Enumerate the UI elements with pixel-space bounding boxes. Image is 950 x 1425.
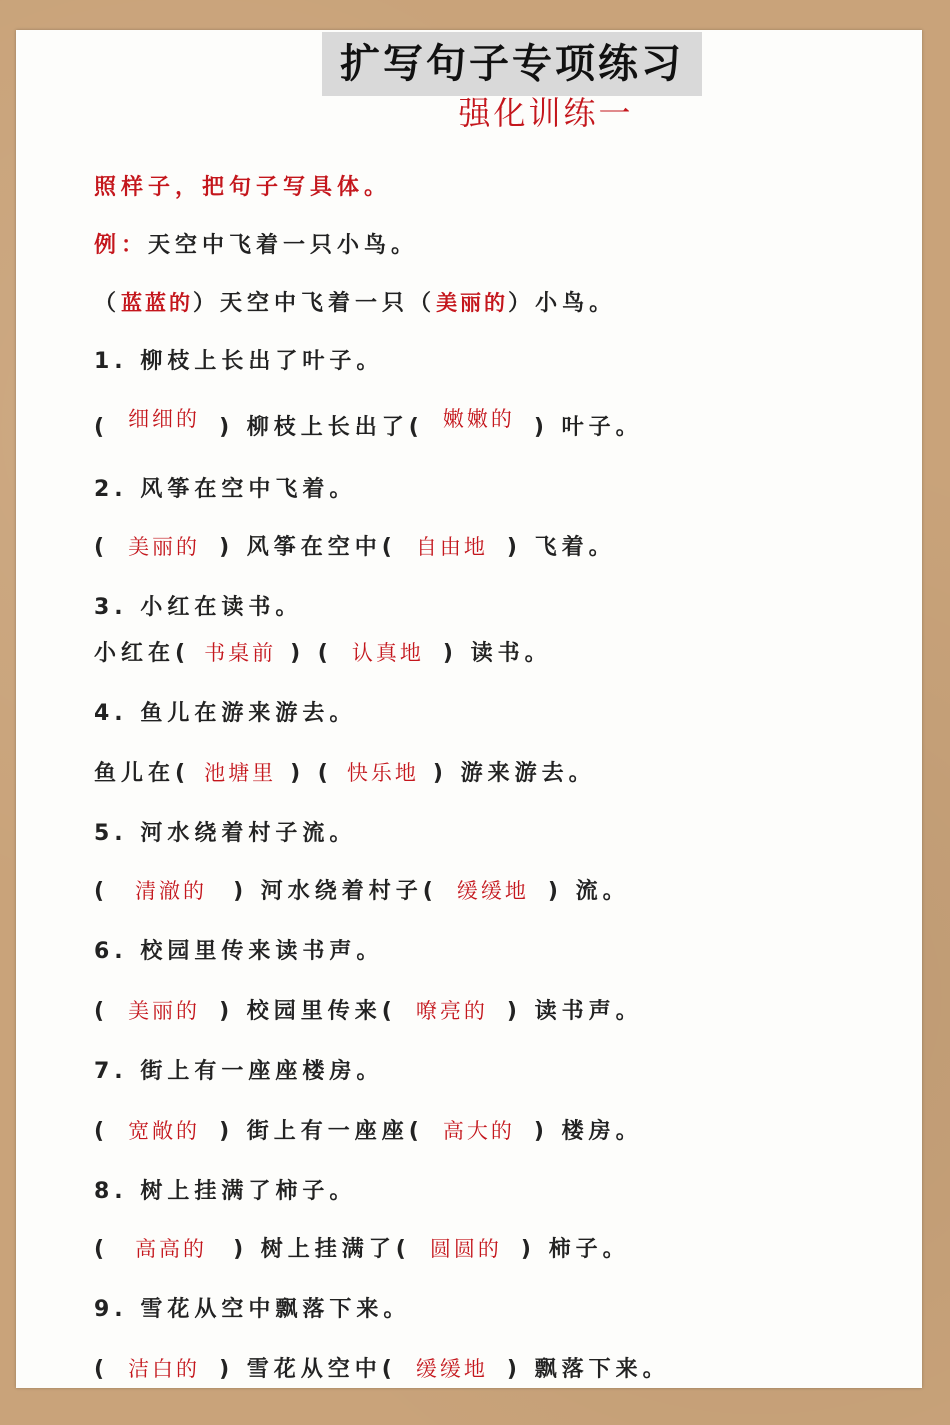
answer-line-8: ( 高高的 ) 树上挂满了( 圆圆的 ) 柿子。 <box>94 1237 630 1262</box>
answer-line-1: ( 细细的 ) 柳枝上长出了( 嫩嫩的 ) 叶子。 <box>94 407 643 440</box>
answer-5-mid: 河水绕着村子 <box>260 879 423 904</box>
question-7: 7. 街上有一座座楼房。 <box>94 1059 384 1084</box>
answer-9-end: 飘落下来。 <box>534 1357 670 1382</box>
answer-8-mid: 树上挂满了 <box>260 1237 396 1262</box>
answer-4-end: 游来游去。 <box>460 761 596 786</box>
answer-3-end: 读书。 <box>470 641 552 666</box>
example-answer: （蓝蓝的）天空中飞着一只（美丽的）小鸟。 <box>94 291 617 316</box>
answer-3-blank-2: 认真地 <box>351 641 424 665</box>
question-4: 4. 鱼儿在游来游去。 <box>94 701 357 726</box>
page-title: 扩写句子专项练习 <box>340 40 684 87</box>
question-2: 2. 风筝在空中飞着。 <box>94 477 357 502</box>
answer-8-end: 柿子。 <box>548 1237 630 1262</box>
answer-4-blank-2: 快乐地 <box>346 761 419 785</box>
worksheet-paper <box>16 30 922 1388</box>
answer-line-9: ( 洁白的 ) 雪花从空中( 缓缓地 ) 飘落下来。 <box>94 1357 670 1382</box>
question-3: 3. 小红在读书。 <box>94 595 303 620</box>
answer-2-end: 飞着。 <box>534 535 616 560</box>
instruction: 照样子，把句子写具体。 <box>94 175 392 200</box>
answer-9-blank-2: 缓缓地 <box>415 1357 488 1381</box>
answer-line-3: 小红在( 书桌前 ) ( 认真地 ) 读书。 <box>94 641 552 666</box>
answer-line-5: ( 清澈的 ) 河水绕着村子( 缓缓地 ) 流。 <box>94 879 630 904</box>
answer-4-blank-1: 池塘里 <box>204 761 277 785</box>
answer-6-blank-1: 美丽的 <box>128 999 201 1023</box>
answer-1-blank-1: 细细的 <box>128 407 201 431</box>
answer-2-mid: 风筝在空中 <box>246 535 382 560</box>
answer-5-blank-2: 缓缓地 <box>456 879 529 903</box>
answer-5-end: 流。 <box>575 879 630 904</box>
answer-7-end: 楼房。 <box>561 1119 643 1144</box>
answer-1-end: 叶子。 <box>561 415 643 440</box>
answer-line-4: 鱼儿在( 池塘里 ) ( 快乐地 ) 游来游去。 <box>94 761 596 786</box>
answer-3-pre: 小红在 <box>94 641 176 666</box>
page-subtitle: 强化训练一 <box>458 94 634 132</box>
question-5: 5. 河水绕着村子流。 <box>94 821 357 846</box>
question-1: 1. 柳枝上长出了叶子。 <box>94 349 384 374</box>
question-6: 6. 校园里传来读书声。 <box>94 939 384 964</box>
answer-7-mid: 街上有一座座 <box>246 1119 409 1144</box>
answer-8-blank-1: 高高的 <box>135 1237 208 1261</box>
example-answer-2: 美丽的 <box>436 291 509 315</box>
answer-3-blank-1: 书桌前 <box>204 641 277 665</box>
answer-5-blank-1: 清澈的 <box>135 879 208 903</box>
question-8: 8. 树上挂满了柿子。 <box>94 1179 357 1204</box>
answer-9-mid: 雪花从空中 <box>246 1357 382 1382</box>
example-answer-1: 蓝蓝的 <box>121 291 194 315</box>
answer-8-blank-2: 圆圆的 <box>429 1237 502 1261</box>
example-text: 天空中飞着一只小鸟。 <box>148 233 419 258</box>
answer-6-mid: 校园里传来 <box>246 999 382 1024</box>
answer-1-mid: 柳枝上长出了 <box>246 415 409 440</box>
answer-2-blank-2: 自由地 <box>415 535 488 559</box>
answer-line-7: ( 宽敞的 ) 街上有一座座( 高大的 ) 楼房。 <box>94 1119 643 1144</box>
answer-2-blank-1: 美丽的 <box>128 535 201 559</box>
answer-7-blank-2: 高大的 <box>442 1119 515 1143</box>
answer-line-6: ( 美丽的 ) 校园里传来( 嘹亮的 ) 读书声。 <box>94 999 643 1024</box>
example-answer-end: 小鸟。 <box>535 291 617 316</box>
question-9: 9. 雪花从空中飘落下来。 <box>94 1297 411 1322</box>
answer-1-blank-2: 嫩嫩的 <box>442 407 515 431</box>
answer-6-blank-2: 嘹亮的 <box>415 999 488 1023</box>
example-sentence <box>94 228 418 259</box>
answer-6-end: 读书声。 <box>534 999 643 1024</box>
answer-7-blank-1: 宽敞的 <box>128 1119 201 1143</box>
answer-line-2: ( 美丽的 ) 风筝在空中( 自由地 ) 飞着。 <box>94 535 616 560</box>
answer-4-pre: 鱼儿在 <box>94 761 176 786</box>
example-label: 例： <box>94 233 149 258</box>
answer-9-blank-1: 洁白的 <box>128 1357 201 1381</box>
example-answer-mid: 天空中飞着一只 <box>220 291 410 316</box>
